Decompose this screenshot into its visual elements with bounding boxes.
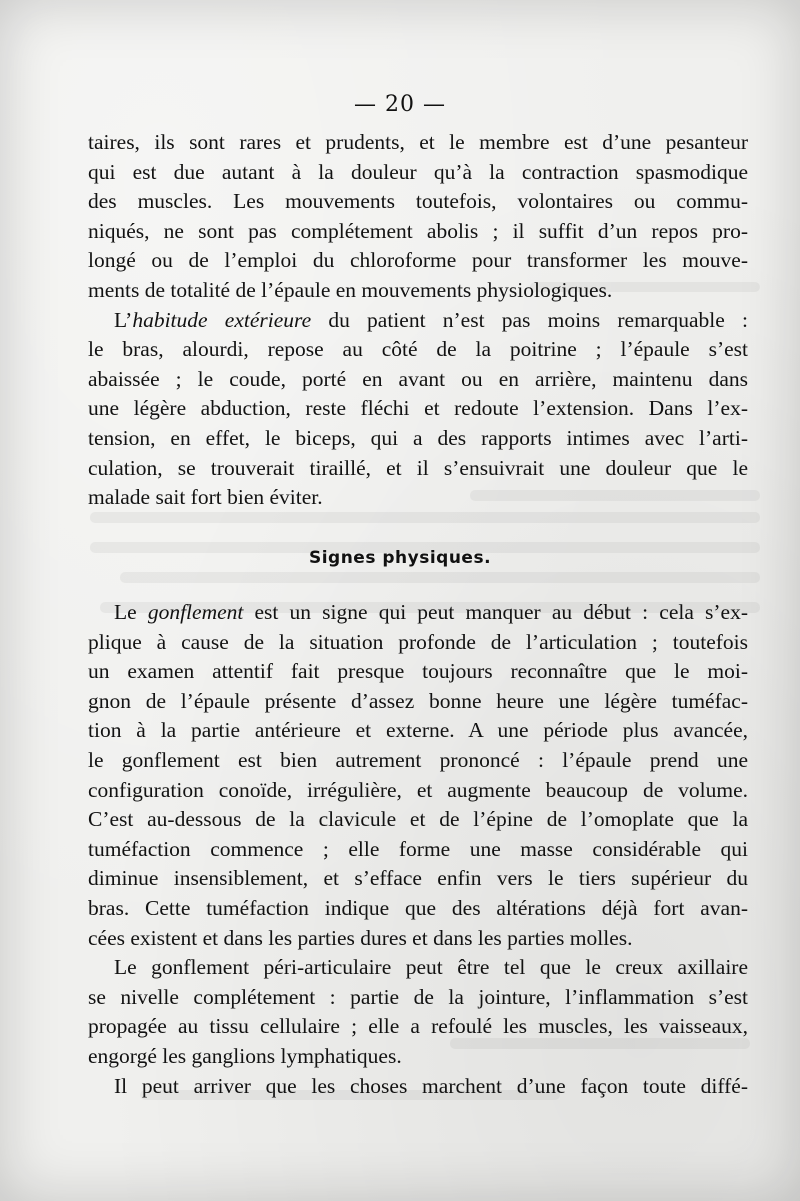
section-heading: Signes physiques. xyxy=(308,548,492,568)
text-line: gnon de l’épaule présente d’assez bonne heure une légère tuméfac- xyxy=(88,688,748,713)
text-line: un examen attentif fait presque toujours reconnaître que le moi- xyxy=(88,659,748,684)
lead-prefix: Le xyxy=(114,600,148,624)
upper-text-block xyxy=(88,128,748,513)
text-line xyxy=(88,598,748,628)
text-line: engorgé les ganglions lymphatiques. xyxy=(88,1043,402,1068)
lead-prefix: L’ xyxy=(114,307,133,332)
text-line: malade sait fort bien éviter. xyxy=(88,485,323,510)
italic-term: gonflement xyxy=(147,600,244,624)
text-line: diminue insensiblement, et s’efface enfin vers le tiers supérieur du xyxy=(88,866,748,891)
text-line: tension, en effet, le biceps, qui a des rapports intimes avec l’arti- xyxy=(88,425,748,450)
lower-text-block xyxy=(88,598,748,1101)
text-line: des muscles. Les mouvements toutefois, volontaires ou commu- xyxy=(88,189,748,214)
text-line: le gonflement est bien autrement prononcé : l’épaule prend une xyxy=(88,747,748,772)
text-line: abaissée ; le coude, porté en avant ou en arrière, maintenu dans xyxy=(88,366,748,391)
text-line: Il peut arriver que les choses marchent d’une façon toute diffé- xyxy=(114,1073,748,1098)
text-line: taires, ils sont rares et prudents, et le membre est d’une pesanteur xyxy=(88,130,748,154)
line-rest: est un signe qui peut manquer au début : cela s’ex- xyxy=(243,600,748,624)
text-line: configuration conoïde, irrégulière, et augmente beaucoup de volume. xyxy=(88,777,748,802)
text-line: ments de totalité de l’épaule en mouvements physiologiques. xyxy=(88,277,613,302)
text-line: longé ou de l’emploi du chloroforme pour transformer les mouve- xyxy=(88,248,748,273)
text-line: propagée au tissu cellulaire ; elle a refoulé les muscles, les vaisseaux, xyxy=(88,1014,748,1039)
text-line: se nivelle complétement : partie de la jointure, l’inflammation s’est xyxy=(88,984,748,1009)
paragraph-4 xyxy=(88,953,748,1101)
text-line: bras. Cette tuméfaction indique que des altérations déjà fort avan- xyxy=(88,895,748,920)
text-line: une légère abduction, reste fléchi et redoute l’extension. Dans l’ex- xyxy=(88,396,748,421)
text-line: culation, se trouverait tiraillé, et il s’ensuivrait une douleur que le xyxy=(88,455,748,480)
paragraph-3 xyxy=(88,598,748,953)
text-line xyxy=(88,306,748,336)
italic-term: habitude extérieure xyxy=(132,307,312,332)
page-number: — 20 — xyxy=(354,92,446,117)
text-line: tion à la partie antérieure et externe. A une période plus avancée, xyxy=(88,718,748,743)
paragraph-2 xyxy=(88,306,748,513)
text-line: plique à cause de la situation profonde de l’articulation ; toutefois xyxy=(88,629,748,654)
text-line: le bras, alourdi, repose au côté de la poitrine ; l’épaule s’est xyxy=(88,337,748,362)
text-line: Le gonflement péri-articulaire peut être tel que le creux axillaire xyxy=(114,955,748,980)
text-line: tuméfaction commence ; elle forme une masse considérable qui xyxy=(88,836,748,861)
line-rest: du patient n’est pas moins remarquable : xyxy=(311,307,748,332)
text-line: C’est au-dessous de la clavicule et de l’épine de l’omoplate que la xyxy=(88,807,748,832)
paragraph-1 xyxy=(88,128,748,306)
text-line: cées existent et dans les parties dures et dans les parties molles. xyxy=(88,925,633,950)
text-line: qui est due autant à la douleur qu’à la contraction spasmodique xyxy=(88,159,748,184)
text-line: niqués, ne sont pas complétement abolis ; il suffit d’un repos pro- xyxy=(88,218,748,243)
